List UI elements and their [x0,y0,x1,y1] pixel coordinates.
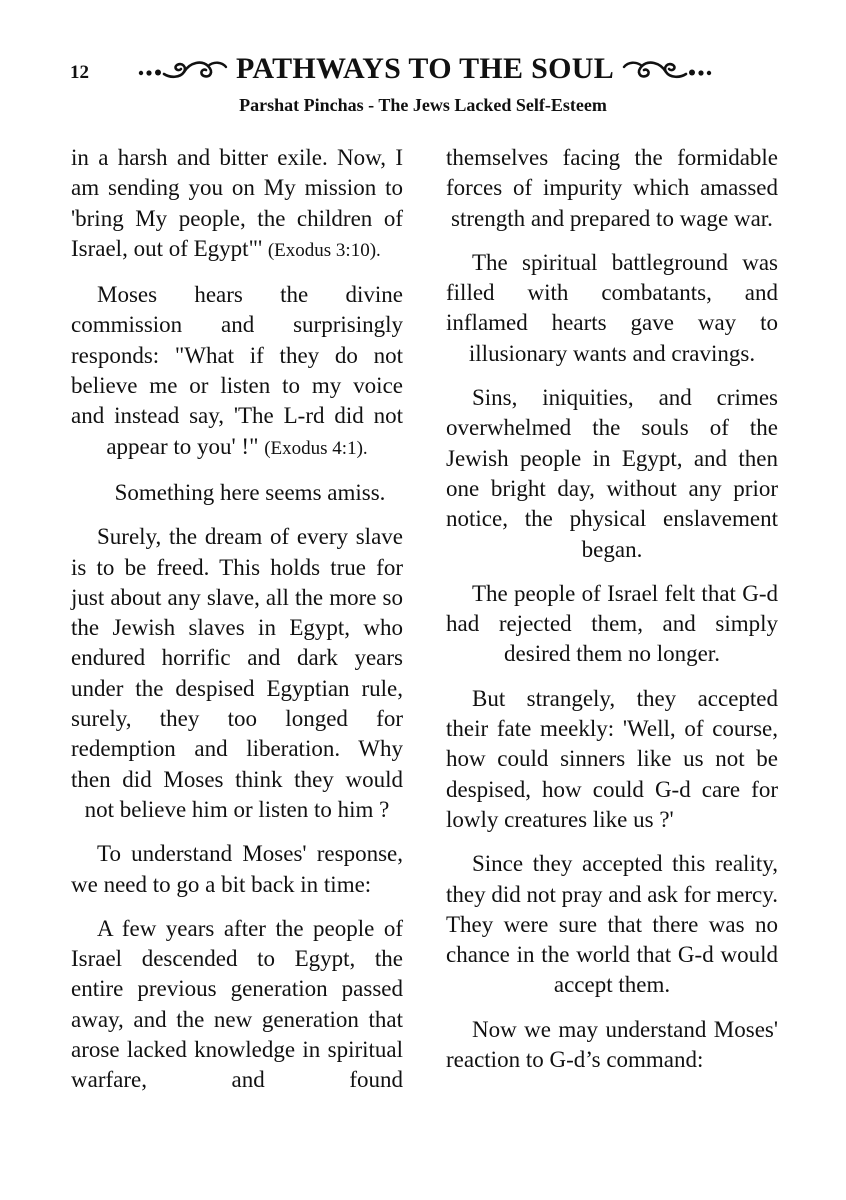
paragraph: But strangely, they accepted their fate meekly: 'Well, of course, how could sinners like us not be despised, how could G-d care for lowly creatures like us ?' [446,685,778,832]
paragraph: Something here seems amiss. [114,479,386,505]
right-column [446,143,778,1089]
paragraph [71,280,403,464]
scripture-reference: (Exodus 4:1). [264,437,368,459]
paragraph-text: in a harsh and bitter exile. Now, I am sending you on My mission to 'bring My people, the children of Israel, out of Egypt"' [71,145,403,261]
paragraph: Since they accepted this reality, they did not pray and ask for mercy. They were sure that there was no chance in the world that G-d would accept them. [446,851,778,998]
paragraph: Now we may understand Moses' reaction to G-d’s command: [446,1016,778,1073]
page-header [130,48,720,90]
paragraph: The people of Israel felt that G-d had rejected them, and simply desired them no longer. [446,580,778,667]
paragraph: Surely, the dream of every slave is to be freed. This holds true for just about any slave, all the more so the Jewish slaves in Egypt, who endured horrific and dark years under the despised Egyptian rule, surely, they too longed for redemption and liberation. Why then did Moses think they would not believe him or listen to him ? [71,524,403,822]
paragraph [71,143,403,266]
left-flourish-icon [136,58,228,80]
paragraph: A few years after the people of Israel descended to Egypt, the entire previous generation passed away, and the new generation that arose lacked knowledge in spiritual warfare, and found [71,915,403,1093]
paragraph: The spiritual battleground was filled with combatants, and inflamed hearts gave way to illusionary wants and cravings. [446,249,778,366]
right-flourish-icon [622,58,714,80]
paragraph: themselves facing the formidable forces of impurity which amassed strength and prepared to wage war. [446,145,778,231]
scripture-reference: (Exodus 3:10). [267,239,381,261]
paragraph: Sins, iniquities, and crimes overwhelmed the souls of the Jewish people in Egypt, and then one bright day, without any prior notice, the physical enslavement began. [446,385,778,562]
paragraph: To understand Moses' response, we need to go a bit back in time: [71,841,403,897]
page-number: 12 [70,62,89,83]
paragraph-text: Moses hears the divine commission and surprisingly responds: "What if they do not believe me or listen to my voice and instead say, 'The L-rd did not appear to you' !" [71,282,403,459]
left-column [71,143,403,1110]
page-subtitle: Parshat Pinchas - The Jews Lacked Self-Esteem [239,95,607,115]
header-title: PATHWAYS TO THE SOUL [235,52,615,85]
